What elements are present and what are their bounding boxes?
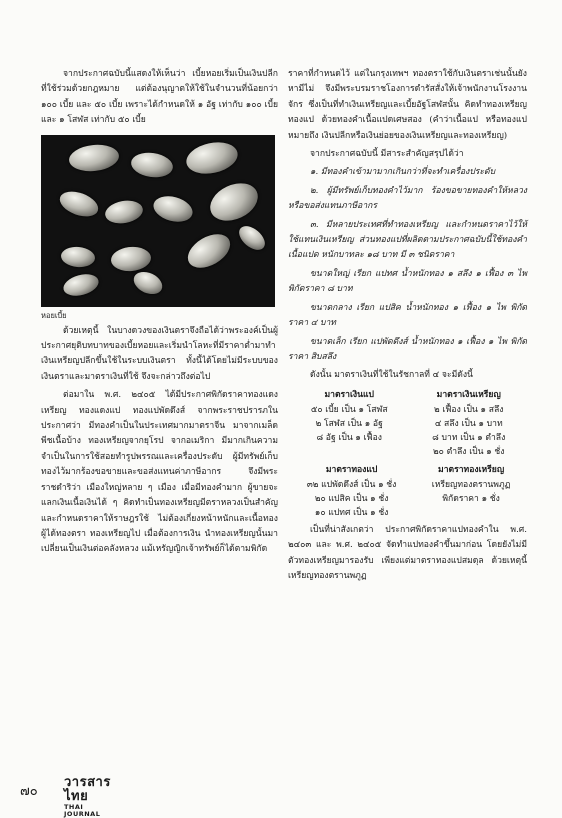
table-row [288,492,527,506]
table-row [288,478,527,492]
table-cell: พิกัดราคา ๑ ชั่ง [442,493,500,504]
table-row [288,431,527,445]
summary-item: ๓. มีหลายประเทศที่ทำทองเหรียญ และกำหนดราคาไว้ให้ใช้แทนเงินเหรียญ ส่วนทองแปที่ผลิตตามประกาศฉบับนี้ใช้ทองคำเนื้อแปด หนักบาทละ ๑๘ บาท มี ๓ ชนิดราคา [288,219,527,261]
table-cell [288,445,410,459]
table-header: มาตราเงินเหรียญ [436,389,501,400]
summary-item: ๒. ผู้มีทรัพย์เก็บทองคำไว้มาก ร้องขอขายทองคำให้หลวงหรือขอส่งแทนภาษีอากร [288,185,527,212]
table-row [288,445,527,459]
cowrie-shells-photo [41,135,275,307]
table-cell [415,506,527,520]
photo-caption: หอยเบี้ย [41,310,67,320]
table-cell: ๒ เฟื้อง เป็น ๑ สลึง [434,404,504,415]
coin-size-item: ขนาดใหญ่ เรียก แปทศ น้ำหนักทอง ๑ สลึง ๑ เฟื้อง ๓ ไพ พิกัดราคา ๘ บาท [288,268,527,295]
table-header: มาตราทองแป [325,464,378,475]
paragraph: ต่อมาใน พ.ศ. ๒๔๐๕ ได้มีประกาศพิกัดราคาทองแดงเหรียญ ทองแดงแป ทองแปพัดดึงส์ จากพระราชปรารภในประกาศว่า มีทองคำเป็นในประเทศมากมาตราจีน มาจากเมล็ดพีชเนื้อบ้าง ทองเหรียญจากยุโรป จากอเมริกา มีมากเกินความจำเป็นในการใช้สอยทำรูปพรรณและเครื่องประดับ ผู้มีทรัพย์เก็บทองไว้มากร้องขอขายและขอส่งแทนค่าภาษีอากร จึงมีพระราชดำริว่า เมืองใหญ่หลาย ๆ เมือง เมื่อมีทองคำมาก ผู้ขายจะแลกเงินเนื้อเงินได้ ๆ คิดทำเป็นทองเหรียญมีตราหลวงเป็นสำคัญ และกำหนดราคาให้ราษฎรใช้ ไม่ต้องเกี่ยงหน้าหนักและเนื้อทอง ผู้ได้ทองตรา ทองเหรียญไป เมื่อต้องการเงิน นำทองเหรียญนั้นมาเปลี่ยนเป็นเงินต่อคลังหลวง แม้เหรัญญิกเจ้าทรัพย์ก็ได้ตามพิกัด [41,390,278,555]
table-row [288,417,527,431]
logo-thai-text: วารสารไทย [64,775,111,804]
table-cell: ๓๒ แปพัดดึงส์ เป็น ๑ ชั่ง [306,479,397,490]
currency-table-1 [288,387,527,459]
table-cell: ๒ โสฬส เป็น ๑ อัฐ [315,418,383,429]
paragraph: เป็นที่น่าสังเกตว่า ประกาศพิกัดราคาแปทองคำใน พ.ศ. ๒๔๐๓ และ พ.ศ. ๒๔๐๕ จัดทำแปทองคำขึ้นมาก่อน โดยยังไม่มีตัวทองเหรียญมารองรับ เพียงแต่มาตราทองแปสมดุล ด้วยเหตุนี้เหรียญทองตรานพภูฏ [288,524,527,581]
journal-logo [64,776,111,818]
paragraph: ดังนั้น มาตราเงินที่ใช้ในรัชกาลที่ ๔ จะมีดังนี้ [310,370,473,381]
table-header: มาตราทองเหรียญ [438,464,505,475]
currency-table-2 [288,462,527,520]
page-number: ๗๐ [20,784,38,799]
paragraph: จากประกาศฉบับนี้ มีสาระสำคัญสรุปได้ว่า [310,149,464,160]
table-row [288,506,527,520]
right-column [288,67,527,587]
table-header: มาตราเงินแป [324,389,374,400]
table-row [288,403,527,417]
table-cell: ๔ สลึง เป็น ๑ บาท [434,418,503,429]
paragraph: จากประกาศฉบับนี้แสดงให้เห็นว่า เบี้ยหอยเริ่มเป็นเงินปลีกที่ใช้ร่วมด้วยกฎหมาย แต่ต้องนุญาตให้ใช้ในจำนวนที่น้อยกว่า ๑๐๐ เบี้ย และ ๕๐ เบี้ย เพราะได้กำหนดให้ ๑ อัฐ เท่ากับ ๑๐๐ เบี้ย และ ๑ โสฬส เท่ากับ ๕๐ เบี้ย [41,69,278,126]
table-cell: ๑๐ แปทศ เป็น ๑ ชั่ง [314,507,389,518]
paragraph: ราคาที่กำหนดไว้ แต่ในกรุงเทพฯ ทองตราใช้กับเงินตราเช่นนั้นยังหามีไม่ จึงมีพระบรมราชโองการดำรัสสั่งให้เจ้าพนักงานโรงงานจักร ซึ่งเป็นที่ทำเงินเหรียญและเบี้ยอัฐโสฬสนั้น คิดทำทองเหรียญ ทองแป ด้วยทองคำเนื้อแปดเศษสอง (คำว่าเนื้อแป หรือทองแปหมายถึง เงินปลีกหรือเงินย่อยของเงินเหรียญและทองเหรียญ) [288,69,527,141]
table-cell: ๘ บาท เป็น ๑ ตำลึง [432,432,506,443]
coin-size-item: ขนาดกลาง เรียก แปสิค น้ำหนักทอง ๑ เฟื้อง ๑ ไพ พิกัดราคา ๔ บาท [288,302,527,329]
table-cell: เหรียญทองตรานพภูฏ [431,479,511,490]
table-cell: ๒๐ ตำลึง เป็น ๑ ชั่ง [432,446,505,457]
table-cell: ๘ อัฐ เป็น ๑ เฟื้อง [316,432,382,443]
coin-size-item: ขนาดเล็ก เรียก แปพัดดึงส์ น้ำหนักทอง ๑ เฟื้อง ๑ ไพ พิกัดราคา สิบสลึง [288,336,527,362]
summary-item: ๑. มีทองคำเข้ามามากเกินกว่าที่จะทำเครื่องประดับ [310,167,496,178]
left-column [41,67,278,561]
logo-english-text: THAI JOURNAL [64,803,101,818]
table-cell: ๒๐ แปสิค เป็น ๑ ชั่ง [314,493,389,504]
table-cell: ๕๐ เบี้ย เป็น ๑ โสฬส [310,404,388,415]
paragraph: ด้วยเหตุนี้ ในบางดวงของเงินตราจึงถือได้ว่าพระองค์เป็นผู้ประกาศยุติบทบาทของเบี้ยหอยและเริ่มนำโลหะที่มีราคาต่ำมาทำเงินเหรียญปลีกขึ้นใช้ในระบบเงินตรา ทั้งนี้ได้โดยไม่มีระบบของเงินตราและมาตราเงินที่ใช้ จึงจะกล่าวถึงต่อไป [41,325,278,382]
